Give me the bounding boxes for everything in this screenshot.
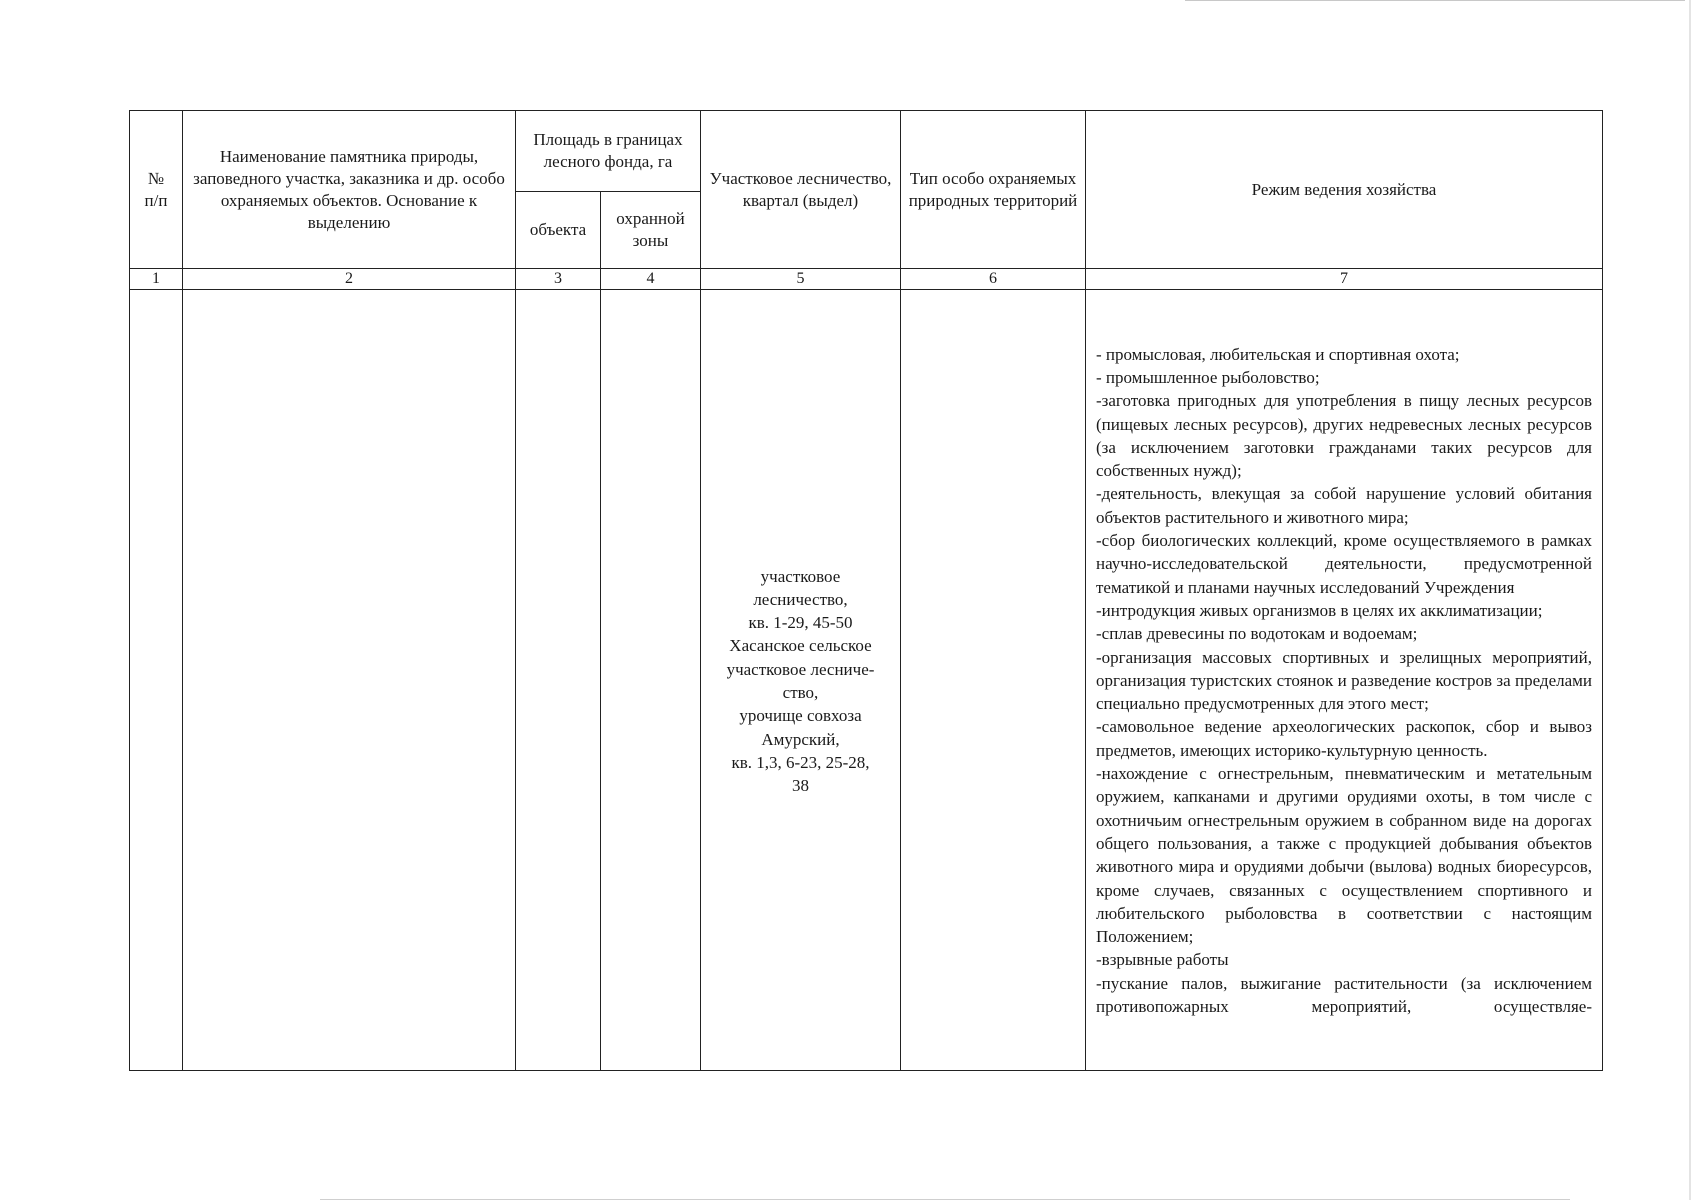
- header-number: № п/п: [130, 111, 183, 269]
- regime-item: -деятельность, влекущая за собой нарушение условий обитания объектов растительного и животного мира;: [1096, 484, 1592, 527]
- forestry-line: лесничество,: [753, 589, 848, 609]
- column-number: 3: [516, 269, 601, 290]
- regime-item: -организация массовых спортивных и зрелищных мероприятий, организация туристских стоянок и разведение костров за пределами специально предусмотренных для этого мест;: [1096, 647, 1592, 714]
- regime-item: - промысловая, любительская и спортивная охота;: [1096, 344, 1460, 364]
- protected-areas-table: [129, 110, 1603, 1071]
- header-area-buffer: охранной зоны: [601, 192, 701, 269]
- forestry-line: урочище совхоза: [739, 706, 862, 726]
- forestry-text: [701, 563, 900, 798]
- forestry-line: участковое лесниче-: [726, 659, 875, 679]
- cell-regime: [1086, 290, 1603, 1071]
- column-number-row: [130, 269, 1603, 290]
- cell-area-object: [516, 290, 601, 1071]
- forestry-line: ство,: [782, 683, 819, 702]
- regime-item: - промышленное рыболовство;: [1096, 367, 1320, 387]
- regime-text: [1086, 342, 1602, 1019]
- scan-artifact-top: [1185, 0, 1685, 1]
- forestry-line: Хасанское сельское: [729, 636, 872, 656]
- column-number: 4: [601, 269, 701, 290]
- table-row: [130, 290, 1603, 1071]
- cell-number: [130, 290, 183, 1071]
- header-area-object: объекта: [516, 192, 601, 269]
- scan-artifact-right: [1689, 0, 1691, 1200]
- regime-item: -пускание палов, выжигание растительности (за исключением противопожарных мероприятий, осуществляе-: [1096, 973, 1592, 1016]
- column-number: 7: [1086, 269, 1603, 290]
- cell-name: [183, 290, 516, 1071]
- regime-item: -интродукция живых организмов в целях их акклиматизации;: [1096, 600, 1543, 620]
- cell-forestry: [701, 290, 901, 1071]
- header-name: Наименование памятника природы, заповедного участка, заказника и др. особо охраняемых объектов. Основание к выделению: [183, 111, 516, 269]
- regime-item: -сплав древесины по водотокам и водоемам;: [1096, 624, 1418, 644]
- forestry-line: Амурский,: [761, 729, 840, 749]
- regime-item: -нахождение с огнестрельным, пневматическим и метательным оружием, капканами и другими орудиями охоты, в том числе с охотничьим огнестрельным оружием в собранном виде на дорогах общего пользования, а также с продукцией добывания объектов животного мира и орудиями добычи (вылова) водных биоресурсов, кроме случаев, связанных с осуществлением спортивного и любительского рыболовства в соответствии с настоящим Положением;: [1096, 764, 1592, 947]
- column-number: 1: [130, 269, 183, 290]
- header-forestry: Участковое лесничество, квартал (выдел): [701, 111, 901, 269]
- forestry-line: кв. 1-29, 45-50: [748, 613, 853, 633]
- column-number: 5: [701, 269, 901, 290]
- forestry-line: участковое: [760, 566, 841, 586]
- column-number: 2: [183, 269, 516, 290]
- regime-item: -заготовка пригодных для употребления в пищу лесных ресурсов (пищевых лесных ресурсов), других недревесных лесных ресурсов (за исключением заготовки гражданами таких ресурсов для собственных нужд);: [1096, 391, 1592, 481]
- regime-item: -самовольное ведение археологических раскопок, сбор и вывоз предметов, имеющих историко-культурную ценность.: [1096, 717, 1592, 760]
- forestry-line: 38: [792, 776, 809, 796]
- header-area-group: Площадь в границах лесного фонда, га: [516, 111, 701, 192]
- header-regime: Режим ведения хозяйства: [1086, 111, 1603, 269]
- header-territory-type: Тип особо охраняемых природных территорий: [901, 111, 1086, 269]
- regime-item: -взрывные работы: [1096, 950, 1229, 970]
- header-row: [130, 111, 1603, 192]
- forestry-line: кв. 1,3, 6-23, 25-28,: [731, 752, 870, 772]
- column-number: 6: [901, 269, 1086, 290]
- regime-item: -сбор биологических коллекций, кроме осуществляемого в рамках научно-исследовательской деятельности, предусмотренной тематикой и планами научных исследований Учреждения: [1096, 531, 1592, 597]
- cell-territory-type: [901, 290, 1086, 1071]
- cell-area-buffer: [601, 290, 701, 1071]
